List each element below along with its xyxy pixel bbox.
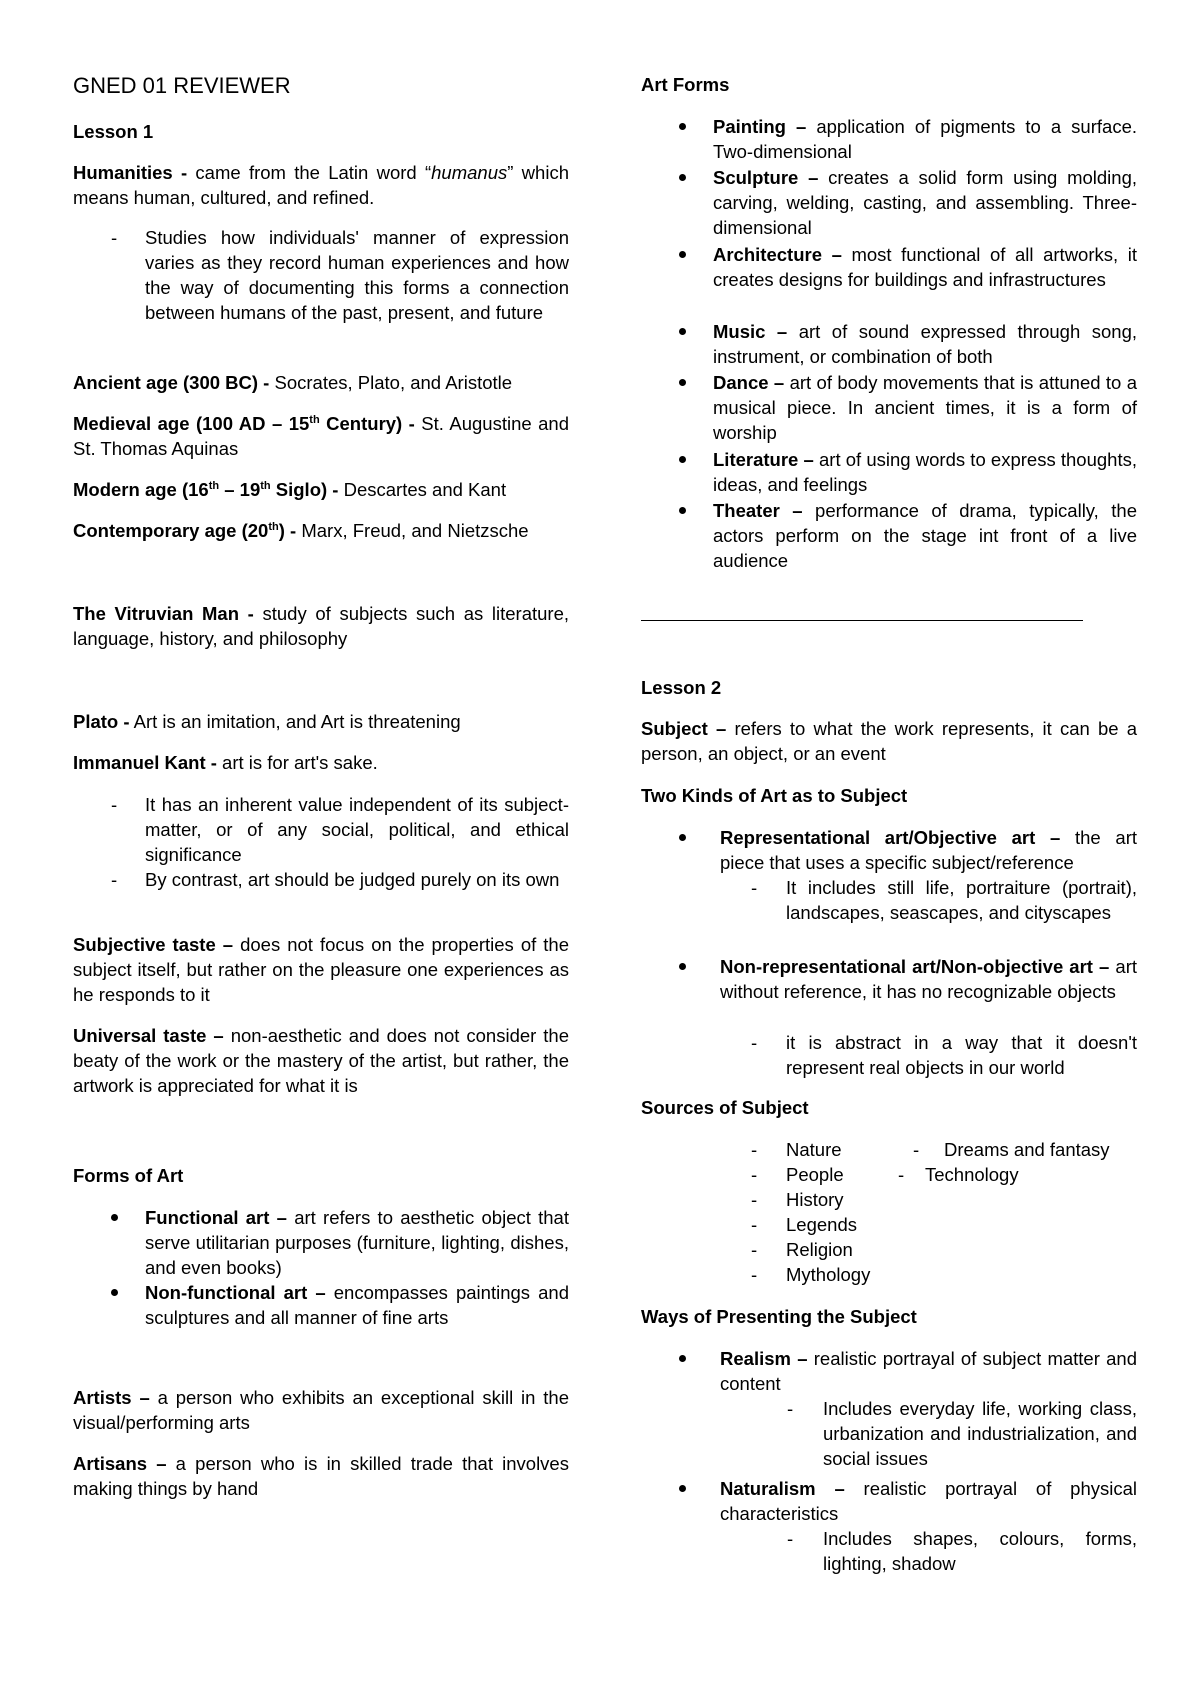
- bullet-icon: [679, 507, 686, 514]
- art-forms-heading: Art Forms: [641, 74, 730, 95]
- dash-text: It has an inherent value independent of its subject-matter, or of any social, political, and ethical significance: [145, 794, 569, 865]
- term: Subjective taste –: [73, 934, 234, 955]
- bullet-text: Non-functional art – encompasses paintings and sculptures and all manner of fine arts: [145, 1282, 569, 1328]
- source-item: Religion: [786, 1239, 853, 1260]
- definition-text: Socrates, Plato, and Aristotle: [269, 372, 513, 393]
- bullet-icon: [679, 1485, 686, 1492]
- source-item: People: [786, 1164, 844, 1185]
- bullet-icon: [111, 1289, 118, 1296]
- document-title: GNED 01 REVIEWER: [73, 73, 291, 98]
- definition-text: Art is an imitation, and Art is threatening: [129, 711, 461, 732]
- term: Subject –: [641, 718, 727, 739]
- bullet-text: Dance – art of body movements that is attuned to a musical piece. In ancient times, it is a form of worship: [713, 372, 1137, 443]
- source-item: History: [786, 1189, 844, 1210]
- bullet-icon: [679, 1355, 686, 1362]
- ways-heading: Ways of Presenting the Subject: [641, 1306, 917, 1327]
- term: Modern age (16th – 19th Siglo) -: [73, 479, 339, 500]
- term: The Vitruvian Man -: [73, 603, 254, 624]
- plato: [73, 709, 569, 734]
- bullet-text: Naturalism – realistic portrayal of physical characteristics: [720, 1478, 1137, 1524]
- horizontal-divider: [641, 620, 1083, 621]
- bullet-text: Music – art of sound expressed through song, instrument, or combination of both: [713, 321, 1137, 367]
- term: Contemporary age (20th) -: [73, 520, 297, 541]
- bullet-icon: [679, 963, 686, 970]
- dash-marker: -: [111, 869, 118, 890]
- source-item: -: [751, 1189, 758, 1210]
- source-item: -: [751, 1239, 758, 1260]
- term: Plato -: [73, 711, 130, 732]
- universal-taste: [73, 1023, 569, 1098]
- definition-text: St. Augustine and St. Thomas Aquinas: [73, 413, 569, 459]
- definition-text: Marx, Freud, and Nietzsche: [296, 520, 529, 541]
- bullet-icon: [679, 251, 686, 258]
- source-item: Dreams and fantasy: [944, 1139, 1110, 1160]
- two-kinds-heading: Two Kinds of Art as to Subject: [641, 785, 908, 806]
- source-item: -: [898, 1164, 905, 1185]
- dash-text: it is abstract in a way that it doesn't represent real objects in our world: [786, 1032, 1137, 1078]
- definition-text: non-aesthetic and does not consider the beaty of the work or the mastery of the artist, but rather, the artwork is appreciated for what it is: [73, 1025, 569, 1096]
- bullet-icon: [679, 379, 686, 386]
- bullet-icon: [679, 328, 686, 335]
- definition-text: ” which means human, cultured, and refined.: [73, 162, 569, 208]
- definition-text: came from the Latin word “: [187, 162, 432, 183]
- term: Humanities -: [73, 162, 188, 183]
- lesson-2-heading: Lesson 2: [641, 677, 722, 698]
- bullet-text: Functional art – art refers to aesthetic object that serve utilitarian purposes (furniture, lighting, dishes, and even books): [145, 1207, 569, 1278]
- definition-text: study of subjects such as literature, language, history, and philosophy: [73, 603, 570, 649]
- lesson-1-heading: Lesson 1: [73, 121, 154, 142]
- bullet-text: Literature – art of using words to express thoughts, ideas, and feelings: [713, 449, 1137, 495]
- forms-of-art-heading: Forms of Art: [73, 1165, 184, 1186]
- dash-marker: -: [111, 227, 118, 248]
- dash-text: Includes shapes, colours, forms, lighting, shadow: [823, 1528, 1137, 1574]
- dash-text: It includes still life, portraiture (portrait), landscapes, seascapes, and cityscapes: [786, 877, 1137, 923]
- term: Artisans –: [73, 1453, 167, 1474]
- artists: [73, 1385, 569, 1435]
- source-item: -: [751, 1164, 758, 1185]
- definition-text: art is for art's sake.: [216, 752, 378, 773]
- term: Medieval age (100 AD – 15th Century) -: [73, 413, 415, 434]
- modern-age: [73, 477, 569, 502]
- subject-definition: [641, 716, 1137, 766]
- definition-text: does not focus on the properties of the subject itself, but rather on the pleasure one experiences as he responds to it: [73, 934, 569, 1005]
- bullet-text: Realism – realistic portrayal of subject matter and content: [720, 1348, 1137, 1394]
- source-item: -: [913, 1139, 920, 1160]
- dash-marker: -: [751, 877, 758, 898]
- source-item: Mythology: [786, 1264, 871, 1285]
- bullet-text: Architecture – most functional of all artworks, it creates designs for buildings and infrastructures: [713, 244, 1137, 290]
- term: Immanuel Kant -: [73, 752, 217, 773]
- source-item: Technology: [925, 1164, 1019, 1185]
- bullet-icon: [679, 456, 686, 463]
- latin-word: humanus: [431, 162, 508, 183]
- source-item: -: [751, 1139, 758, 1160]
- bullet-icon: [679, 834, 686, 841]
- dash-marker: -: [787, 1528, 794, 1549]
- bullet-text: Sculpture – creates a solid form using molding, carving, welding, casting, and assembling. Three-dimensional: [713, 167, 1137, 238]
- term: Artists –: [73, 1387, 150, 1408]
- definition-text: a person who is in skilled trade that involves making things by hand: [73, 1453, 569, 1499]
- contemporary-age: [73, 518, 569, 543]
- bullet-text: Representational art/Objective art – the art piece that uses a specific subject/reference: [720, 827, 1138, 873]
- bullet-text: Non-representational art/Non-objective art – art without reference, it has no recognizable objects: [720, 956, 1137, 1002]
- source-item: Nature: [786, 1139, 842, 1160]
- definition-text: refers to what the work represents, it can be a person, an object, or an event: [641, 718, 1137, 764]
- dash-marker: -: [787, 1398, 794, 1419]
- bullet-icon: [679, 174, 686, 181]
- artisans: [73, 1451, 569, 1501]
- dash-marker: -: [111, 794, 118, 815]
- bullet-icon: [679, 123, 686, 130]
- dash-text: Includes everyday life, working class, urbanization and industrialization, and social issues: [823, 1398, 1137, 1469]
- source-item: -: [751, 1264, 758, 1285]
- bullet-text: Theater – performance of drama, typically, the actors perform on the stage int front of a live audience: [713, 500, 1137, 571]
- bullet-text: Painting – application of pigments to a surface. Two-dimensional: [713, 116, 1137, 162]
- sources-heading: Sources of Subject: [641, 1097, 809, 1118]
- medieval-age: [73, 411, 569, 461]
- subjective-taste: [73, 932, 569, 1007]
- definition-text: Descartes and Kant: [338, 479, 507, 500]
- immanuel-kant: [73, 750, 569, 775]
- dash-text: By contrast, art should be judged purely on its own: [145, 869, 560, 890]
- term: Universal taste –: [73, 1025, 224, 1046]
- bullet-icon: [111, 1214, 118, 1221]
- term: Ancient age (300 BC) -: [73, 372, 270, 393]
- ancient-age: [73, 370, 569, 395]
- vitruvian-man: [73, 601, 569, 651]
- dash-marker: -: [751, 1032, 758, 1053]
- dash-text: Studies how individuals' manner of expression varies as they record human experiences and how the way of documenting this forms a connection between humans of the past, present, and future: [145, 227, 569, 323]
- source-item: -: [751, 1214, 758, 1235]
- source-item: Legends: [786, 1214, 857, 1235]
- definition-text: a person who exhibits an exceptional skill in the visual/performing arts: [73, 1387, 569, 1433]
- humanities-definition: [73, 160, 569, 210]
